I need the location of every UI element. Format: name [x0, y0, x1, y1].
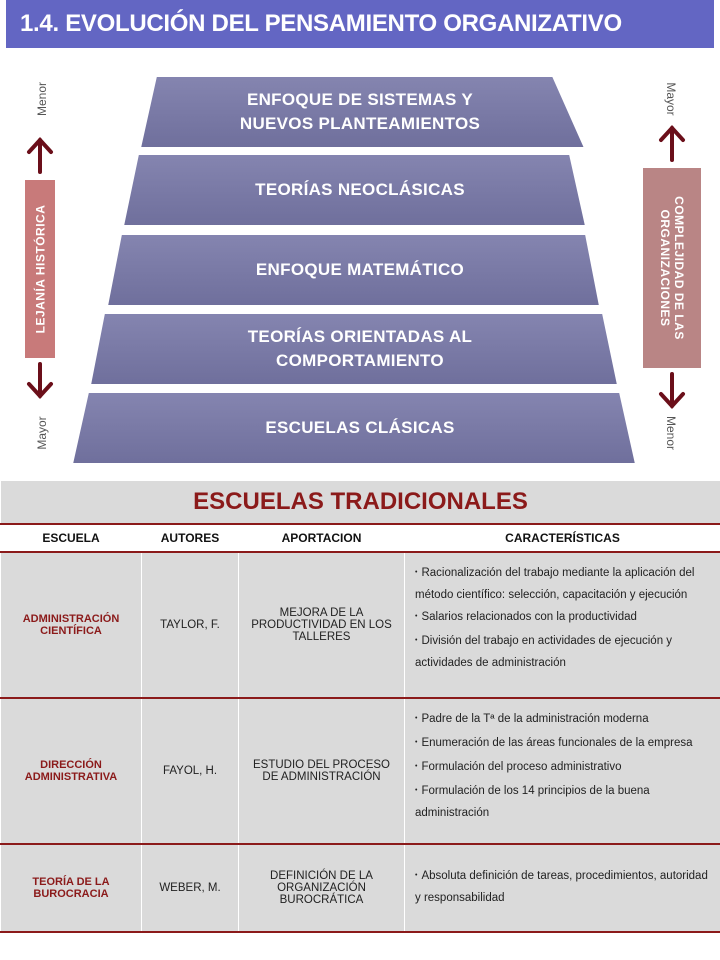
arrow-down-icon: [661, 374, 683, 406]
bullet-icon: •: [415, 715, 418, 722]
pyramid-layer-1-label: [100, 88, 620, 136]
left-bottom-label: Mayor: [35, 416, 49, 450]
pyramid-layer-3-label: [100, 258, 620, 282]
contribution-cell: ESTUDIO DEL PROCESO DE ADMINISTRACIÓN: [239, 698, 405, 844]
feature-text: Salarios relacionados con la productividad: [421, 611, 637, 623]
right-axis-box-line1: COMPLEJIDAD DE LAS: [672, 196, 686, 340]
pyramid-layer-2-label: [100, 178, 620, 202]
right-axis-box: [643, 168, 701, 368]
feature-text: Racionalización del trabajo mediante la aplicación del método científico: selección, capacitación y ejecución: [415, 567, 695, 601]
column-header-authors: AUTORES: [142, 524, 239, 552]
table-title: ESCUELAS TRADICIONALES: [1, 481, 720, 525]
feature-text: Formulación del proceso administrativo: [421, 761, 622, 773]
pyramid-layer-4-label: [100, 325, 620, 373]
contribution-cell: MEJORA DE LA PRODUCTIVIDAD EN LOS TALLERES: [239, 552, 405, 698]
bullet-icon: •: [415, 763, 418, 770]
layer-line: ESCUELAS CLÁSICAS: [265, 418, 455, 437]
column-header-school: ESCUELA: [1, 524, 142, 552]
list-item: [415, 757, 712, 779]
arrow-up-icon: [29, 140, 51, 172]
features-cell: [405, 844, 720, 932]
left-axis-box-label: LEJANÍA HISTÓRICA: [33, 204, 48, 334]
layer-line: ENFOQUE MATEMÁTICO: [255, 260, 465, 279]
list-item: [415, 866, 712, 908]
left-axis-box: [25, 180, 55, 358]
author-cell: WEBER, M.: [142, 844, 239, 932]
column-header-features: CARACTERÍSTICAS: [405, 524, 720, 552]
right-axis-box-label: [658, 196, 686, 340]
author-cell: TAYLOR, F.: [142, 552, 239, 698]
right-bottom-label: Menor: [664, 415, 678, 450]
features-cell: [405, 698, 720, 844]
school-cell: TEORÍA DE LA BUROCRACIA: [1, 844, 142, 932]
contribution-cell: DEFINICIÓN DE LA ORGANIZACIÓN BUROCRÁTICA: [239, 844, 405, 932]
table-row: [1, 844, 720, 932]
layer-line: COMPORTAMIENTO: [276, 351, 444, 370]
table-row: [1, 698, 720, 844]
bullet-icon: •: [415, 637, 418, 644]
school-cell: ADMINISTRACIÓN CIENTÍFICA: [1, 552, 142, 698]
page-title: 1.4. EVOLUCIÓN DEL PENSAMIENTO ORGANIZATIVO: [6, 0, 714, 48]
right-top-label: Mayor: [664, 82, 678, 116]
list-item: [415, 631, 712, 673]
feature-text: División del trabajo en actividades de ejecución y actividades de administración: [415, 635, 673, 669]
list-item: [415, 607, 712, 629]
layer-line: TEORÍAS NEOCLÁSICAS: [255, 180, 465, 199]
feature-text: Formulación de los 14 principios de la buena administración: [415, 785, 650, 819]
table-row: [1, 552, 720, 698]
layer-line: TEORÍAS ORIENTADAS AL: [247, 327, 473, 346]
bullet-icon: •: [415, 613, 418, 620]
bullet-icon: •: [415, 739, 418, 746]
bullet-icon: •: [415, 787, 418, 794]
column-header-contribution: APORTACION: [239, 524, 405, 552]
feature-text: Enumeración de las áreas funcionales de la empresa: [421, 737, 693, 749]
features-cell: [405, 552, 720, 698]
pyramid-diagram: [0, 0, 720, 470]
bullet-icon: •: [415, 569, 418, 576]
layer-line: NUEVOS PLANTEAMIENTOS: [239, 114, 481, 133]
schools-table: [0, 480, 720, 933]
layer-line: ENFOQUE DE SISTEMAS Y: [246, 90, 474, 109]
feature-text: Padre de la Tª de la administración moderna: [421, 713, 649, 725]
right-axis-box-line2: ORGANIZACIONES: [658, 209, 672, 327]
list-item: [415, 709, 712, 731]
feature-text: Absoluta definición de tareas, procedimientos, autoridad y responsabilidad: [415, 870, 708, 904]
list-item: [415, 733, 712, 755]
bullet-icon: •: [415, 872, 418, 879]
list-item: [415, 781, 712, 823]
pyramid-layer-5-label: [100, 416, 620, 440]
school-cell: DIRECCIÓN ADMINISTRATIVA: [1, 698, 142, 844]
arrow-down-icon: [29, 364, 51, 396]
author-cell: FAYOL, H.: [142, 698, 239, 844]
arrow-up-icon: [661, 128, 683, 160]
left-top-label: Menor: [35, 82, 49, 117]
list-item: [415, 563, 712, 605]
